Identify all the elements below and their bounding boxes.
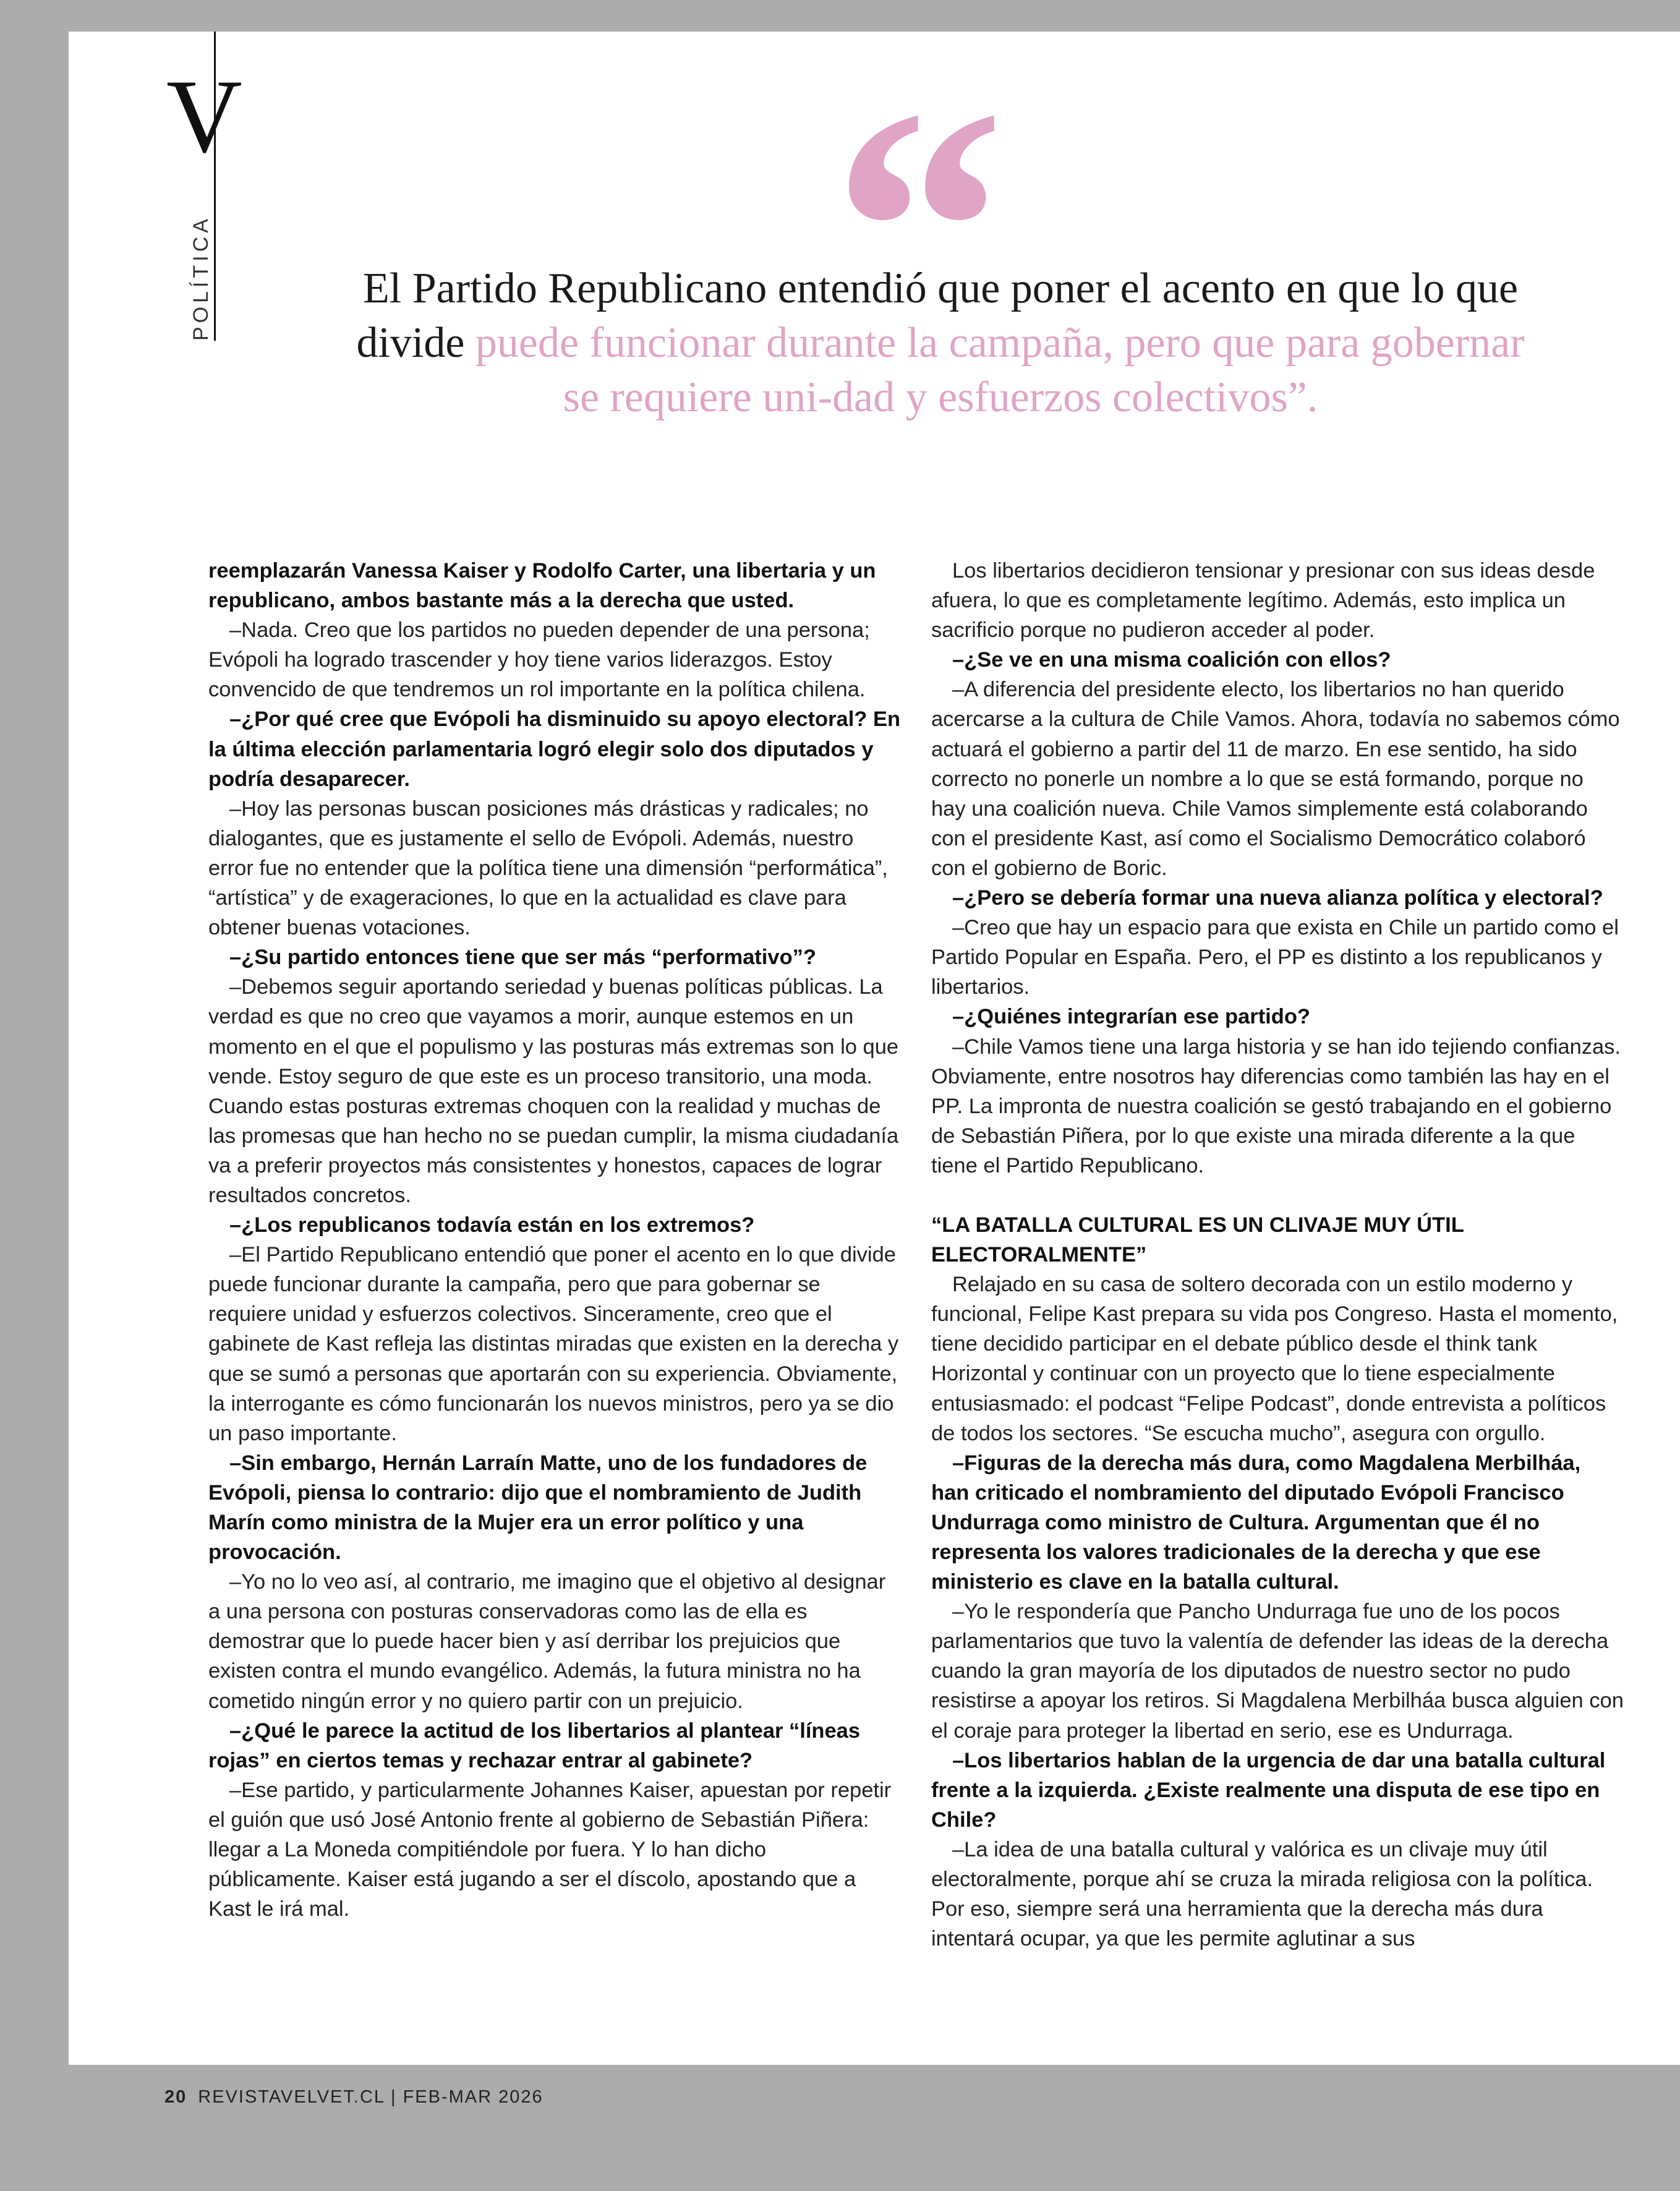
interview-answer: –Yo le respondería que Pancho Undurraga fue uno de los pocos parlamentarios que tuvo la valentía de defender las ideas de la derecha cuando la gran mayoría de los diputados de nuestro sector no pudo resistirse a apoyar los retiros. Si Magdalena Merbilháa busca alguien con el coraje para proteger la libertad en serio, ese es Undurraga. — [931, 1600, 1624, 1743]
pull-quote-dark: El Partido Republicano entendió que poner el acento en que lo que divide — [356, 265, 1519, 367]
interview-answer: –A diferencia del presidente electo, los libertarios no han querido acercarse a la cultura de Chile Vamos. Ahora, todavía no sabemos cómo actuará el gobierno a partir del 11 de marzo. En ese sentido, ha sido correcto no ponerle un nombre a lo que se está formando, porque no hay una coalición nueva. Chile Vamos simplemente está colaborando con el presidente Kast, así como el Socialismo Democrático colaboró con el gobierno de Boric. — [931, 678, 1620, 880]
interview-answer: –La idea de una batalla cultural y valórica es un clivaje muy útil electoralmente, porque ahí se cruza la mirada religiosa con la política. Por eso, siempre será una herramienta que la derecha más dura intentará ocupar, ya que les permite aglutinar a sus — [931, 1837, 1593, 1951]
interview-question: –¿Su partido entonces tiene que ser más “performativo”? — [229, 946, 816, 970]
interview-answer: –Hoy las personas buscan posiciones más drásticas y radicales; no dialogantes, que es justamente el sello de Evópoli. Además, nuestro error fue no entender que la política tiene una dimensión “performática”, “artística” y de exageraciones, lo que en la actualidad es clave para obtener buenas votaciones. — [208, 797, 888, 940]
interview-question: –Sin embargo, Hernán Larraín Matte, uno de los fundadores de Evópoli, piensa lo contrario: dijo que el nombramiento de Judith Marín como ministra de la Mujer era un error político y una provocación. — [208, 1451, 868, 1565]
interview-question: –¿Por qué cree que Evópoli ha disminuido su apoyo electoral? En la última elección parlamentaria logró elegir solo dos diputados y podría desaparecer. — [208, 707, 901, 791]
interview-question: –¿Pero se debería formar una nueva alianza política y electoral? — [952, 886, 1603, 910]
right-column — [931, 556, 1624, 1954]
interview-question: –¿Los republicanos todavía están en los extremos? — [229, 1213, 755, 1237]
pull-quote-accent: puede funcionar durante la campaña, pero que para gobernar se requiere uni-dad y esfuerzos colectivos”. — [475, 319, 1525, 421]
interview-answer: Los libertarios decidieron tensionar y presionar con sus ideas desde afuera, lo que es completamente legítimo. Además, esto implica un sacrificio porque no pudieron acceder al poder. — [931, 559, 1595, 643]
page-number: 20 — [164, 2087, 187, 2107]
section-label: POLÍTICA — [189, 215, 213, 341]
interview-question: –¿Quiénes integrarían ese partido? — [952, 1005, 1310, 1029]
interview-answer: –Ese partido, y particularmente Johannes Kaiser, apuestan por repetir el guión que usó José Antonio frente al gobierno de Sebastián Piñera: llegar a La Moneda compitiéndole por fuera. Y lo han dicho públicamente. Kaiser está jugando a ser el díscolo, apostando que a Kast le irá mal. — [208, 1778, 892, 1921]
left-column — [208, 556, 901, 1924]
interview-answer: –Yo no lo veo así, al contrario, me imagino que el objetivo al designar a una persona con posturas conservadoras como las de ella es demostrar que lo puede hacer bien y así derribar los prejuicios que existen contra el mundo evangélico. Además, la futura ministra no ha cometido ningún error y no quiero partir con un prejuicio. — [208, 1570, 886, 1713]
quote-mark-icon: “ — [832, 38, 1005, 421]
interview-answer: –Debemos seguir aportando seriedad y buenas políticas públicas. La verdad es que no creo que vayamos a morir, aunque estemos en un momento en el que el populismo y las posturas más extremas son lo que vende. Estoy seguro de que este es un proceso transitorio, una moda. Cuando estas posturas extremas choquen con la realidad y muchas de las promesas que han hecho no se puedan cumplir, la misma ciudadanía va a preferir proyectos más consistentes y honestos, capaces de lograr resultados concretos. — [208, 975, 899, 1207]
magazine-page — [69, 32, 1680, 2065]
velvet-logo: V — [166, 58, 240, 174]
interview-question: –¿Se ve en una misma coalición con ellos? — [952, 648, 1391, 672]
interview-question: reemplazarán Vanessa Kaiser y Rodolfo Carter, una libertaria y un republicano, ambos bastante más a la derecha que usted. — [208, 559, 876, 613]
interview-answer: –Creo que hay un espacio para que exista en Chile un partido como el Partido Popular en España. Pero, el PP es distinto a los republicanos y libertarios. — [931, 916, 1619, 999]
paragraph-gap — [931, 1181, 1624, 1210]
section-heading: “LA BATALLA CULTURAL ES UN CLIVAJE MUY ÚTIL ELECTORALMENTE” — [931, 1213, 1464, 1267]
footer-text: REVISTAVELVET.CL | FEB-MAR 2026 — [198, 2087, 544, 2107]
interview-answer: –Nada. Creo que los partidos no pueden depender de una persona; Evópoli ha logrado trascender y hoy tiene varios liderazgos. Estoy convencido de que tendremos un rol importante en la política chilena. — [208, 618, 870, 702]
interview-answer: –Chile Vamos tiene una larga historia y se han ido tejiendo confianzas. Obviamente, entre nosotros hay diferencias como también las hay en el PP. La impronta de nuestra coalición se gestó trabajando en el gobierno de Sebastián Piñera, por lo que existe una mirada diferente a la que tiene el Partido Republicano. — [931, 1035, 1621, 1177]
interview-answer: –El Partido Republicano entendió que poner el acento en lo que divide puede funcionar durante la campaña, pero que para gobernar se requiere unidad y esfuerzos colectivos. Sinceramente, creo que el gabinete de Kast refleja las distintas miradas que existen en la derecha y que se sumó a personas que aportarán con su experiencia. Obviamente, la interrogante es cómo funcionarán los nuevos ministros, pero ya se dio un paso importante. — [208, 1243, 899, 1445]
interview-answer: Relajado en su casa de soltero decorada con un estilo moderno y funcional, Felipe Kast prepara su vida pos Congreso. Hasta el momento, tiene decidido participar en el debate público desde el think tank Horizontal y continuar con un proyecto que lo tiene especialmente entusiasmado: el podcast “Felipe Podcast”, donde entrevista a políticos de todos los sectores. “Se escucha mucho”, asegura con orgullo. — [931, 1273, 1618, 1445]
interview-question: –Los libertarios hablan de la urgencia de dar una batalla cultural frente a la izquierda. ¿Existe realmente una disputa de ese tipo en Chile? — [931, 1748, 1606, 1832]
pull-quote — [347, 262, 1534, 425]
interview-question: –¿Qué le parece la actitud de los libertarios al plantear “líneas rojas” en ciertos temas y rechazar entrar al gabinete? — [208, 1719, 861, 1772]
interview-question: –Figuras de la derecha más dura, como Magdalena Merbilháa, han criticado el nombramiento del diputado Evópoli Francisco Undurraga como ministro de Cultura. Argumentan que él no representa los valores tradicionales de la derecha y que ese ministerio es clave en la batalla cultural. — [931, 1451, 1581, 1594]
page-footer — [164, 2087, 544, 2108]
